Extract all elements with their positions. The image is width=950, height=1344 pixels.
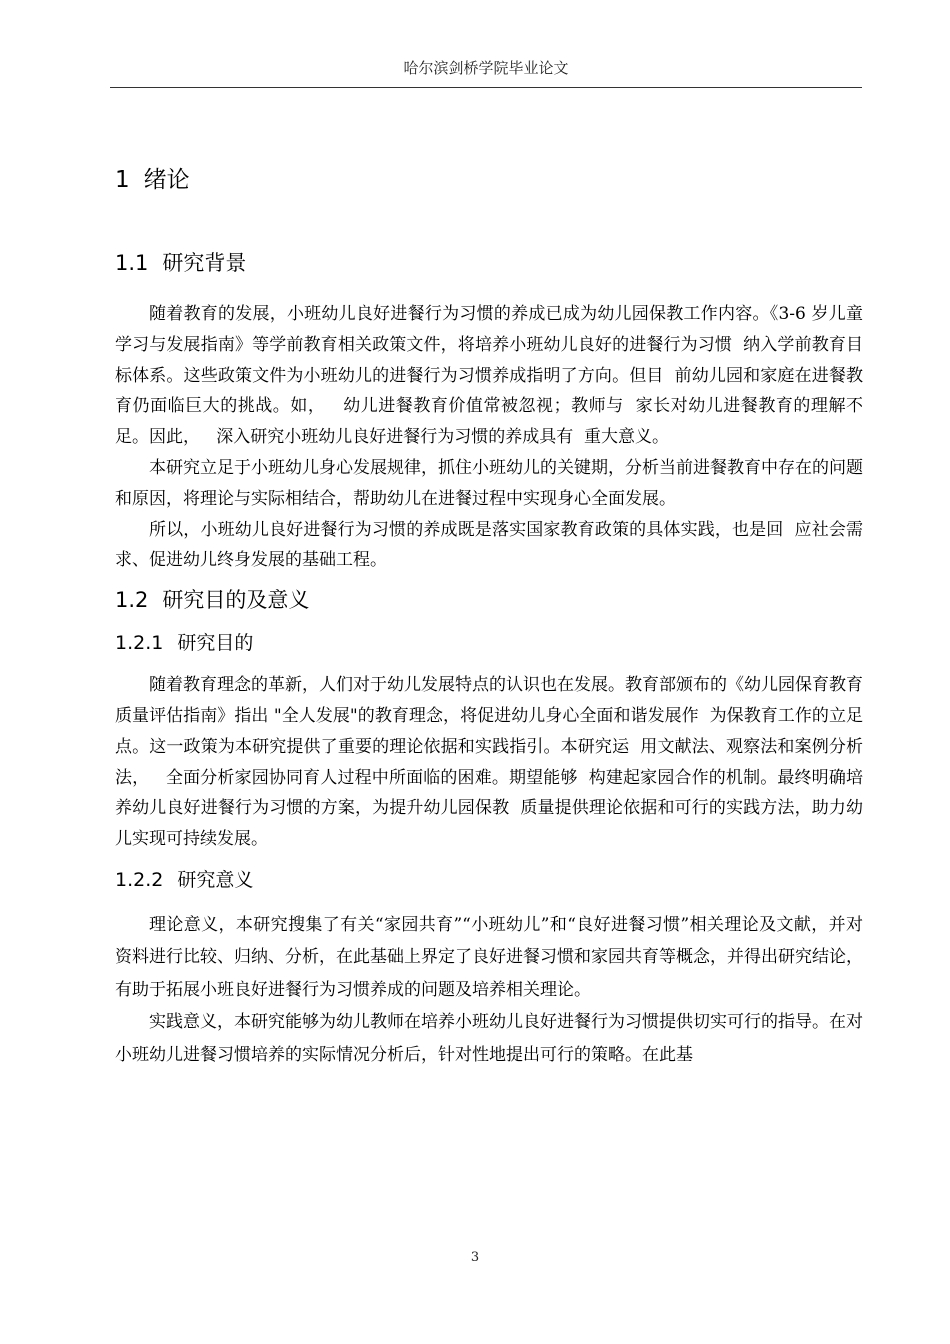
paragraph: 随着教育理念的革新，人们对于幼儿发展特点的认识也在发展。教育部颁布的《幼儿园保育教育质量评估指南》指出 "全人发展"的教育理念，将促进幼儿身心全面和谐发展作 为保教育工作的立足点。这一政策为本研究提供了重要的理论依据和实践指引。本研究运 用文献法、观察法和案例分析法， 全面分析家园协同育人过程中所面临的困难。期望能够 构建起家园合作的机制。最终明确培养幼儿良好进餐行为习惯的方案，为提升幼儿园保教 质量提供理论依据和可行的实践方法，助力幼儿实现可持续发展。 [115,675,863,850]
section-number: 1.1 [115,251,149,275]
subsection-title: 研究意义 [177,868,254,891]
subsection-number: 1.2.1 [115,632,164,655]
chapter-number: 1 [115,167,130,193]
section-title: 研究目的及意义 [162,588,310,613]
paragraph: 本研究立足于小班幼儿身心发展规律，抓住小班幼儿的关键期，分析当前进餐教育中存在的问题和原因，将理论与实际相结合，帮助幼儿在进餐过程中实现身心全面发展。 [115,457,863,509]
subsection-heading-1-2-2 [115,865,863,895]
paragraph: 理论意义，本研究搜集了有关“家园共育”“小班幼儿”和“良好进餐习惯”相关理论及文献，并对资料进行比较、归纳、分析，在此基础上界定了良好进餐习惯和家园共育等概念，并得出研究结论，有助于拓展小班良好进餐行为习惯养成的问题及培养相关理论。 [115,914,863,1000]
page-body [115,160,863,1071]
subsection-number: 1.2.2 [115,868,164,891]
subsection-title: 研究目的 [177,632,254,655]
subsection-heading-1-2-1 [115,628,863,658]
section-heading-1-2 [115,584,863,616]
section-title: 研究背景 [162,251,247,275]
paragraph: 随着教育的发展，小班幼儿良好进餐行为习惯的养成已成为幼儿园保教工作内容。《3-6 岁儿童学习与发展指南》等学前教育相关政策文件，将培养小班幼儿良好的进餐行为习惯 纳入学前教育目标体系。这些政策文件为小班幼儿的进餐行为习惯养成指明了方向。但目 前幼儿园和家庭在进餐教育仍面临巨大的挑战。如， 幼儿进餐教育价值常被忽视；教师与 家长对幼儿进餐教育的理解不足。因此， 深入研究小班幼儿良好进餐行为习惯的养成具有 重大意义。 [115,304,863,448]
section-heading-1-1 [115,247,863,279]
header-divider [110,87,862,88]
paragraph: 所以，小班幼儿良好进餐行为习惯的养成既是落实国家教育政策的具体实践，也是回 应社会需求、促进幼儿终身发展的基础工程。 [115,519,863,571]
page-number: 3 [470,1250,480,1265]
chapter-title: 绪论 [143,167,190,193]
chapter-heading [115,160,863,200]
paragraph: 实践意义，本研究能够为幼儿教师在培养小班幼儿良好进餐行为习惯提供切实可行的指导。在对小班幼儿进餐习惯培养的实际情况分析后，针对性地提出可行的策略。在此基 [115,1012,863,1065]
section-number: 1.2 [115,588,149,613]
running-header: 哈尔滨剑桥学院毕业论文 [403,59,569,77]
